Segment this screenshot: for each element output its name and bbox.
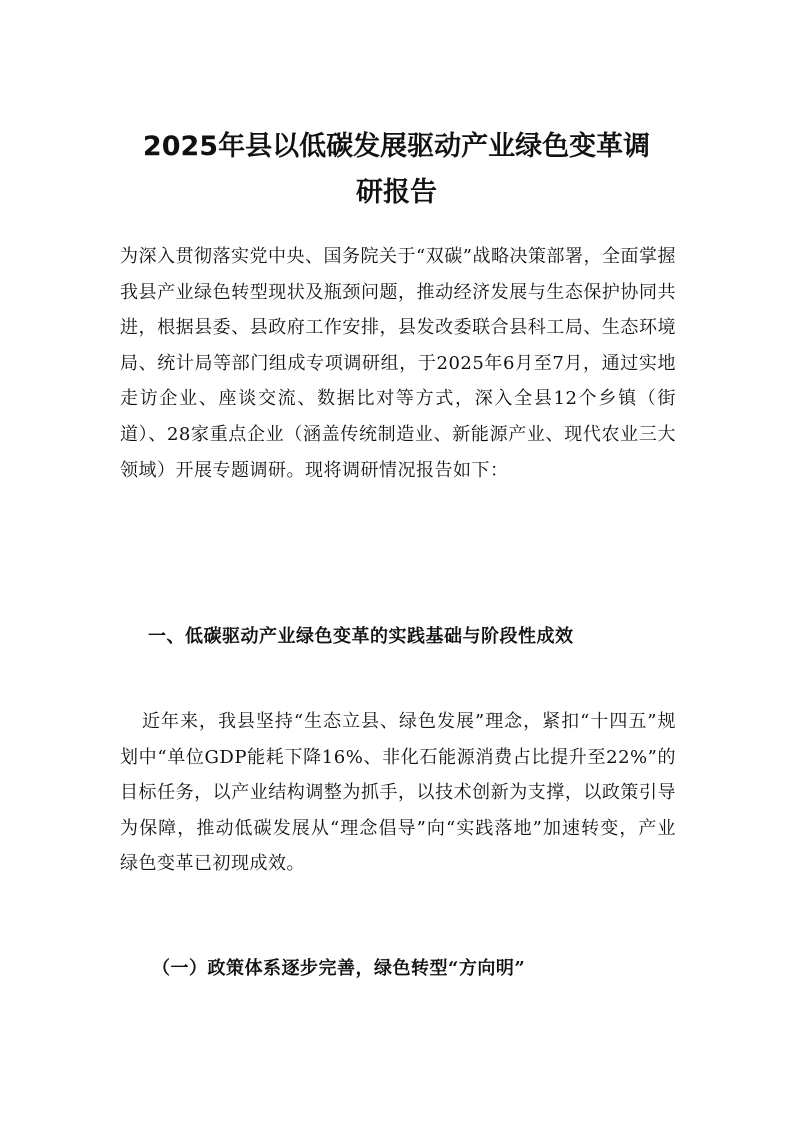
- intro-paragraph: 为深入贯彻落实党中央、国务院关于“双碳”战略决策部署，全面掌握我县产业绿色转型现状及瓶颈问题，推动经济发展与生态保护协同共进，根据县委、县政府工作安排，县发改委联合县科工局、生态环境局、统计局等部门组成专项调研组，于2025年6月至7月，通过实地走访企业、座谈交流、数据比对等方式，深入全县12个乡镇（街道）、28家重点企业（涵盖传统制造业、新能源产业、现代农业三大领域）开展专题调研。现将调研情况报告如下：: [120, 246, 676, 481]
- document-title-line-1: 2025年县以低碳发展驱动产业绿色变革调: [142, 131, 651, 162]
- section-1-heading: 一、低碳驱动产业绿色变革的实践基础与阶段性成效: [148, 626, 574, 647]
- document-title-line-2: 研报告: [356, 177, 437, 208]
- subsection-1-heading: （一）政策体系逐步完善，绿色转型“方向明”: [152, 958, 526, 979]
- section-1-paragraph: 近年来，我县坚持“生态立县、绿色发展”理念，紧扣“十四五”规划中“单位GDP能耗下降16%、非化石能源消费占比提升至22%”的目标任务，以产业结构调整为抓手，以技术创新为支撑，以政策引导为保障，推动低碳发展从“理念倡导”向“实践落地”加速转变，产业绿色变革已初现成效。: [120, 711, 676, 875]
